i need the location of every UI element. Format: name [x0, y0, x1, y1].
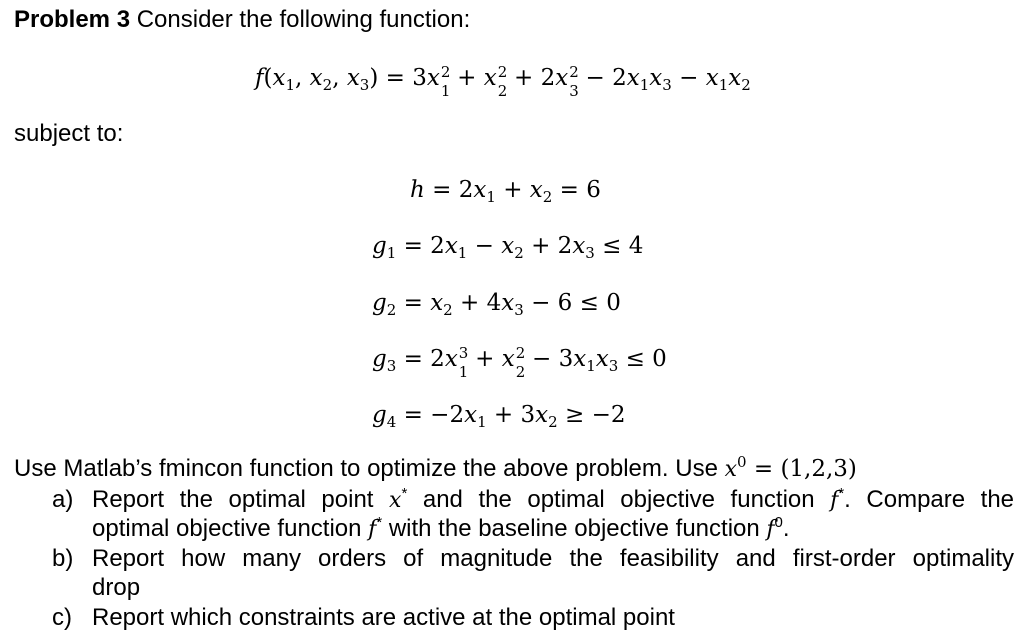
question-c-label: c)	[52, 604, 72, 631]
question-c	[0, 603, 1024, 632]
instructions-lead: Use Matlab’s fmincon function to optimize the above problem. Use	[14, 455, 725, 482]
question-b-label: b)	[52, 545, 74, 572]
question-b-line2: drop	[92, 574, 141, 601]
question-a-line2: optimal objective function f* with the baseline objective function $f^0$.	[92, 514, 790, 542]
subject-to-label: subject to:	[14, 120, 124, 147]
x0-value: = (1,2,3)	[746, 456, 857, 482]
constraint-g4: $g_4 = -2x_1 + 3x_2 \ge -2$	[372, 402, 626, 431]
problem-header	[14, 6, 470, 34]
question-c-line1: Report which constraints are active at the optimal point	[92, 604, 675, 631]
question-a-label: a)	[52, 486, 74, 513]
problem-label: Problem 3	[14, 6, 131, 33]
question-b	[0, 544, 1024, 602]
constraint-h: $h = 2x_1 + x_2 = 6$	[410, 177, 601, 206]
constraint-g2: $g_2 = x_2 + 4x_3 - 6 \le 0$	[372, 290, 621, 319]
question-a	[0, 485, 1024, 543]
constraint-g1: $g_1 = 2x_1 - x_2 + 2x_3 \le 4$	[372, 233, 644, 262]
question-b-line1: Report how many orders of magnitude the feasibility and first-order optimality	[92, 545, 1014, 572]
instructions-line: Use Matlab’s fmincon function to optimize the above problem. Use $x^0 = (1,2,3)$	[14, 453, 857, 482]
problem-intro: Consider the following function:	[130, 6, 471, 33]
objective-function: $f(x_1$, $x_2$, $x_3) = 3x$ 2 1 + x 2 2 + 2x 2 3 − $2x_1x_3 - x_1x_2$	[255, 63, 751, 100]
question-a-line1: Report the optimal point x* and the optimal objective function f*. Compare the	[92, 485, 1015, 513]
constraint-g3: $g_3 = 2x$ 3 1 + x 2 2 − $3x_1x_3 \le 0$	[372, 344, 667, 381]
